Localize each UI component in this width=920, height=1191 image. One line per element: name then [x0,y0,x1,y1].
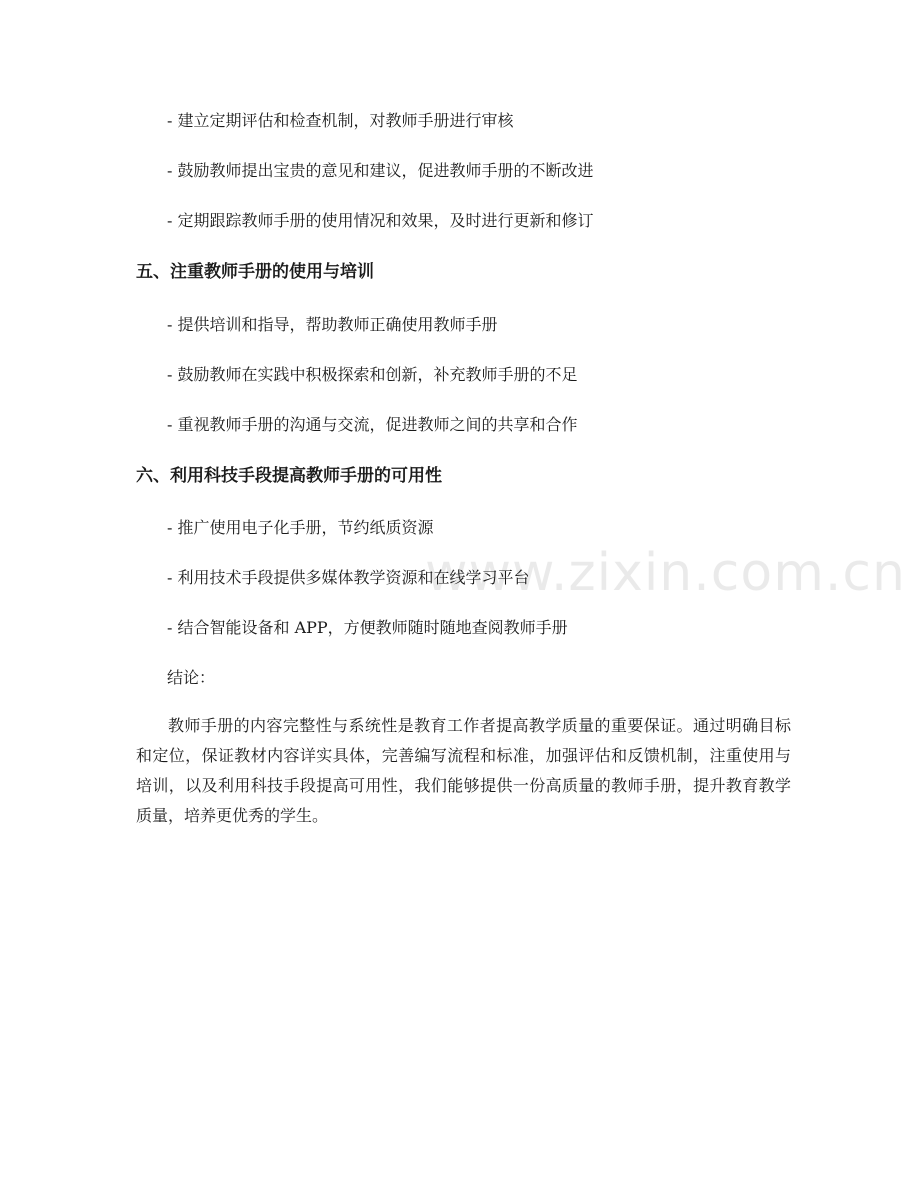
list-item: - 推广使用电子化手册，节约纸质资源 [167,518,434,537]
list-item: - 鼓励教师提出宝贵的意见和建议，促进教师手册的不断改进 [167,161,594,180]
watermark: www.zixin.com.cn [425,543,906,603]
section-heading: 六、利用科技手段提高教师手册的可用性 [136,466,442,486]
section-heading: 五、注重教师手册的使用与培训 [136,262,374,282]
list-item: - 鼓励教师在实践中积极探索和创新，补充教师手册的不足 [167,365,578,384]
list-item: - 利用技术手段提供多媒体教学资源和在线学习平台 [167,568,530,587]
list-item: - 提供培训和指导，帮助教师正确使用教师手册 [167,315,498,334]
list-item: - 定期跟踪教师手册的使用情况和效果，及时进行更新和修订 [167,211,594,230]
list-item: - 结合智能设备和 APP，方便教师随时随地查阅教师手册 [167,618,568,637]
conclusion-label: 结论： [167,668,216,687]
list-item: - 建立定期评估和检查机制，对教师手册进行审核 [167,111,514,130]
list-item: - 重视教师手册的沟通与交流，促进教师之间的共享和合作 [167,415,578,434]
conclusion-paragraph: 教师手册的内容完整性与系统性是教育工作者提高教学质量的重要保证。通过明确目标和定位，保证教材内容详实具体，完善编写流程和标准，加强评估和反馈机制，注重使用与培训，以及利用科技手段提高可用性，我们能够提供一份高质量的教师手册，提升教育教学质量，培养更优秀的学生。 [136,716,791,825]
